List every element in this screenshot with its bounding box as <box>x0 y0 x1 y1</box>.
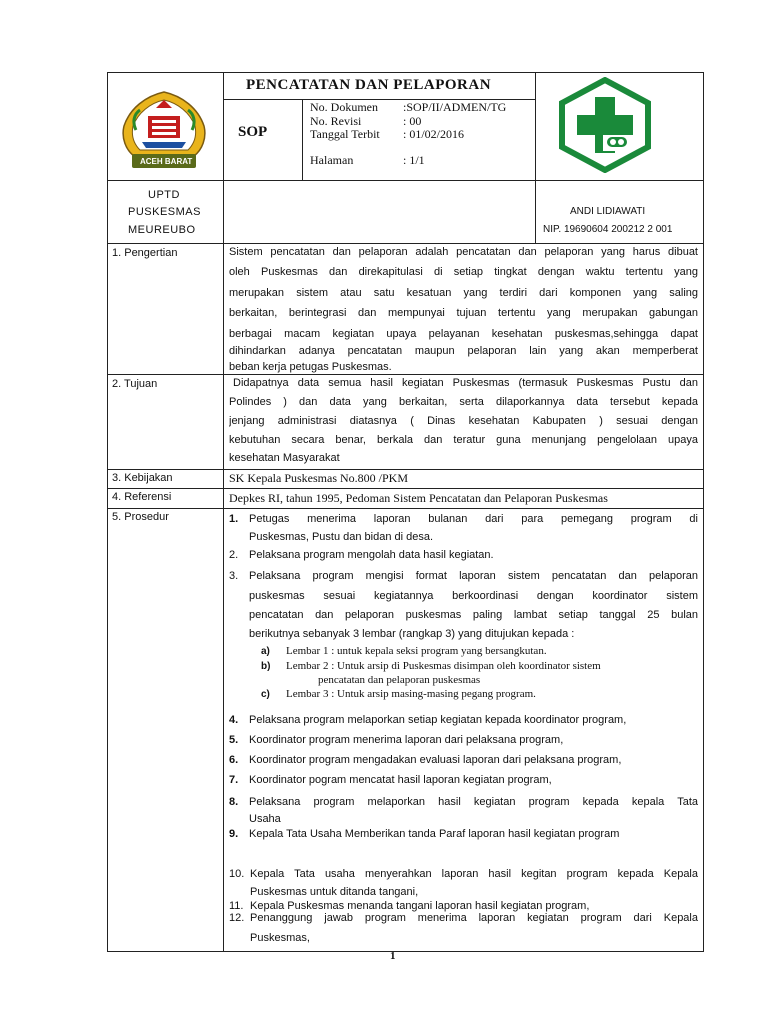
subitem-b-line-1: Lembar 2 : Untuk arsip di Puskesmas disimpan oleh koordinator sistem <box>286 660 601 672</box>
page-number: 1 <box>390 950 396 962</box>
subitem-c-line-1: Lembar 3 : Untuk arsip masing-masing pegang program. <box>286 688 536 700</box>
step-1-number: 1. <box>229 513 239 525</box>
section-label-kebijakan: 3. Kebijakan <box>112 472 173 484</box>
step-4-line-1: Pelaksana program melaporkan setiap kegiatan kepada koordinator program, <box>249 714 627 726</box>
referensi-text: Depkes RI, tahun 1995, Pedoman Sistem Pencatatan dan Pelaporan Puskesmas <box>229 491 608 505</box>
tujuan-line-3: jenjang administrasi diatasnya ( Dinas kesehatan Kabupaten ) sesuai dengan <box>229 415 698 427</box>
subitem-c-marker: c) <box>261 689 270 700</box>
tujuan-line-1: Didapatnya data semua hasil kegiatan Puskesmas (termasuk Puskesmas Pustu dan <box>233 377 698 389</box>
step-3-line-2: puskesmas sesuai kegiatannya berkoordinasi dengan koordinator sistem <box>249 590 698 602</box>
field-value-halaman: : 1/1 <box>403 153 425 167</box>
step-12-number: 12. <box>229 912 245 924</box>
step-1-line-1: Petugas menerima laporan bulanan dari para pemegang program di <box>249 513 698 525</box>
step-2-line-1: Pelaksana program mengolah data hasil kegiatan. <box>249 549 494 561</box>
subitem-b-line-2: pencatatan dan pelaporan puskesmas <box>318 674 481 686</box>
pengertian-line-4: berkaitan, berintegrasi dan mempunyai tujuan tertentu yang merupakan gabungan <box>229 307 698 319</box>
step-2-number: 2. <box>229 549 239 561</box>
tujuan-line-4: kebutuhan secara benar, berkala dan teratur guna menunjang pengelolaan upaya <box>229 434 698 446</box>
field-value-no-dokumen: :SOP/II/ADMEN/TG <box>403 100 507 114</box>
step-4-number: 4. <box>229 714 239 726</box>
field-label-no-dokumen: No. Dokumen <box>310 100 378 114</box>
section-label-pengertian: 1. Pengertian <box>112 247 178 259</box>
field-value-no-revisi: : 00 <box>403 114 422 128</box>
tujuan-line-5: kesehatan Masyarakat <box>229 452 340 464</box>
puskesmas-logo <box>555 77 655 173</box>
kebijakan-text: SK Kepala Puskesmas No.800 /PKM <box>229 471 408 485</box>
step-8-line-1: Pelaksana program melaporkan hasil kegiatan program kepada kepala Tata <box>249 796 698 808</box>
pengertian-line-1: Sistem pencatatan dan pelaporan adalah pencatatan dan pelaporan yang harus dibuat <box>229 246 698 258</box>
step-12-line-2: Puskesmas, <box>250 932 310 944</box>
step-3-line-1: Pelaksana program mengisi format laporan sistem pencatatan dan pelaporan <box>249 570 698 582</box>
unit-line-puskesmas: PUSKESMAS <box>128 206 201 218</box>
pengertian-line-6: dihindarkan adanya pencatatan maupun pelaporan lain yang akan memperberat <box>229 345 698 357</box>
unit-line-meureubo: MEUREUBO <box>128 224 196 236</box>
step-9-line-1: Kepala Tata Usaha Memberikan tanda Paraf laporan hasil kegiatan program <box>249 828 620 840</box>
step-10-line-2: Puskesmas untuk ditanda tangani, <box>250 886 419 898</box>
step-3-line-3: pencatatan dan pelaporan puskesmas paling lambat setiap tanggal 25 bulan <box>249 609 698 621</box>
step-8-number: 8. <box>229 796 239 808</box>
step-10-line-1: Kepala Tata usaha menyerahkan laporan hasil kegitan program kepada Kepala <box>250 868 698 880</box>
step-1-line-2: Puskesmas, Pustu dan bidan di desa. <box>249 531 434 543</box>
step-6-number: 6. <box>229 754 239 766</box>
field-value-tanggal-terbit: : 01/02/2016 <box>403 127 465 141</box>
sop-label: SOP <box>238 124 268 140</box>
field-label-halaman: Halaman <box>310 153 354 167</box>
step-6-line-1: Koordinator program mengadakan evaluasi laporan dari pelaksana program, <box>249 754 622 766</box>
pengertian-line-2: oleh Puskesmas dan direkapitulasi di setiap tingkat dengan waktu tertentu yang <box>229 266 698 278</box>
subitem-a-marker: a) <box>261 646 270 657</box>
pengertian-line-3: merupakan sistem atau satu kesatuan yang terdiri dari komponen yang saling <box>229 287 698 299</box>
unit-line-uptd: UPTD <box>148 189 180 201</box>
document-title: PENCATATAN DAN PELAPORAN <box>246 77 492 93</box>
step-11-number: 11. <box>229 900 244 912</box>
step-7-line-1: Koordinator pogram mencatat hasil laporan kegiatan program, <box>249 774 552 786</box>
section-label-referensi: 4. Referensi <box>112 491 172 503</box>
step-10-number: 10. <box>229 868 245 880</box>
subitem-a-line-1: Lembar 1 : untuk kepala seksi program yang bersangkutan. <box>286 645 547 657</box>
step-11-line-1: Kepala Puskesmas menanda tangani laporan hasil kegiatan program, <box>250 900 590 912</box>
step-3-line-4: berikutnya sebanyak 3 lembar (rangkap 3) yang ditujukan kepada : <box>249 628 575 640</box>
tujuan-line-2: Polindes ) dan data yang berkaitan, serta dilaporkannya data tersebut kepada <box>229 396 698 408</box>
step-5-line-1: Koordinator program menerima laporan dari pelaksana program, <box>249 734 564 746</box>
step-12-line-1: Penanggung jawab program menerima laporan kegiatan program dari Kepala <box>250 912 698 924</box>
signer-name: ANDI LIDIAWATI <box>570 206 646 217</box>
step-3-number: 3. <box>229 570 239 582</box>
section-label-prosedur: 5. Prosedur <box>112 511 169 523</box>
step-5-number: 5. <box>229 734 239 746</box>
aceh-barat-logo <box>112 86 216 176</box>
field-label-tanggal-terbit: Tanggal Terbit <box>310 127 380 141</box>
signer-nip: NIP. 19690604 200212 2 001 <box>543 224 673 235</box>
field-label-no-revisi: No. Revisi <box>310 114 362 128</box>
aceh-barat-caption: ACEH BARAT <box>140 157 193 166</box>
section-label-tujuan: 2. Tujuan <box>112 378 158 390</box>
pengertian-line-5: berbagai macam kegiatan upaya pelayanan kesehatan puskesmas,sehingga dapat <box>229 328 698 340</box>
step-7-number: 7. <box>229 774 239 786</box>
step-8-line-2: Usaha <box>249 813 281 825</box>
subitem-b-marker: b) <box>261 661 271 672</box>
pengertian-line-7: beban kerja petugas Puskesmas. <box>229 361 392 373</box>
step-9-number: 9. <box>229 828 239 840</box>
